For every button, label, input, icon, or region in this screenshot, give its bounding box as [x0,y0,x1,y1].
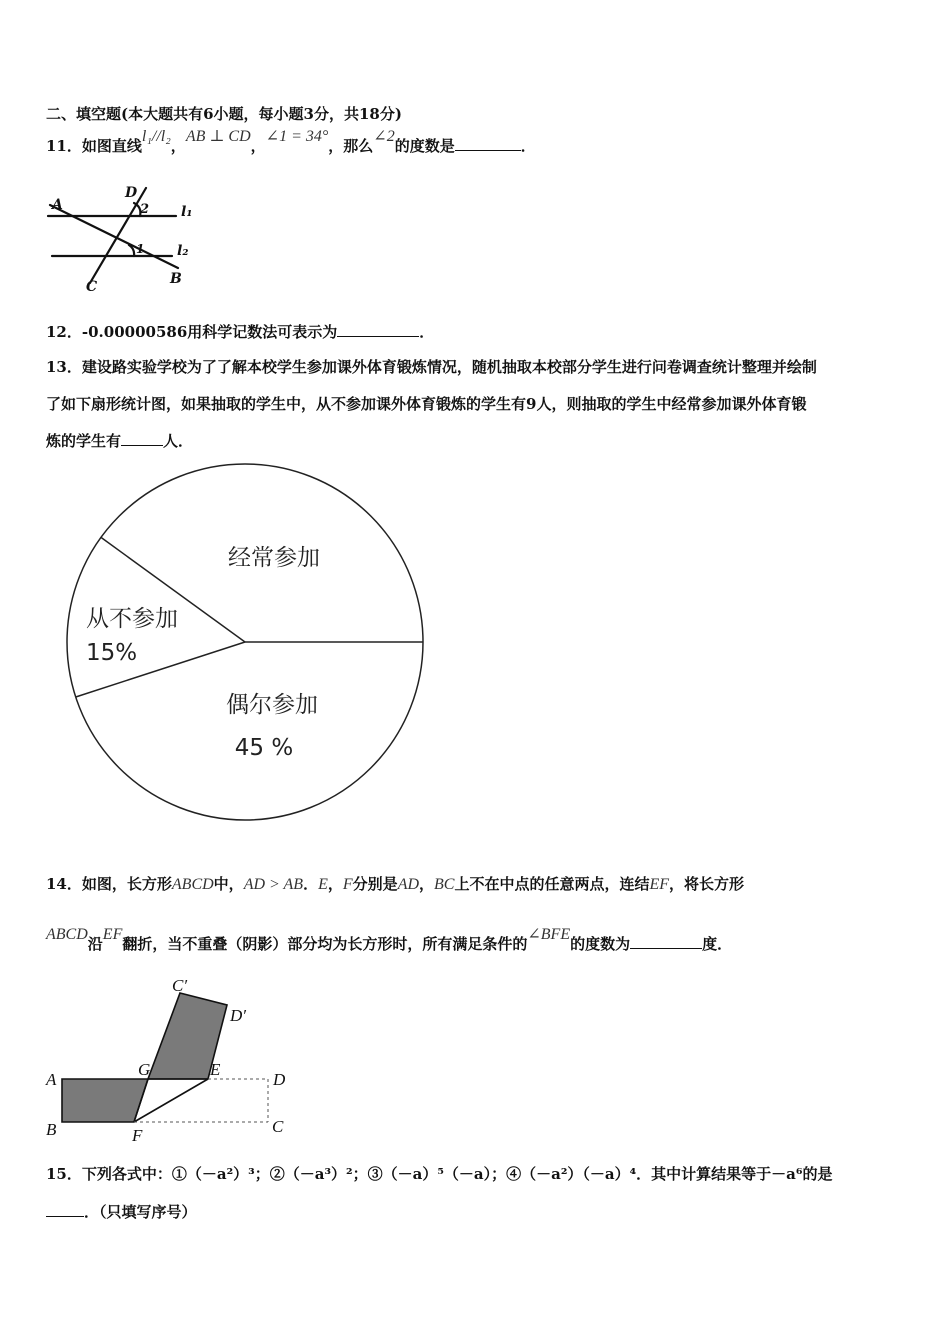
math-ef: EF [102,926,123,943]
question-13-line-3 [46,430,193,451]
question-text: 如图，长方形 [81,875,172,893]
math-perpendicular: AB ⊥ CD [185,128,251,145]
question-text: ． [520,137,536,155]
math-ad: AD [397,876,420,893]
question-text: ． [419,323,435,341]
label-angle-1: 1 [136,242,145,256]
question-text: 的度数为 [570,935,631,953]
question-text: ．（只填写序号） [84,1203,197,1221]
label-D: D [273,1070,286,1089]
math-abcd: ABCD [46,926,88,943]
math-ad-gt-ab: AD > AB [243,876,304,893]
answer-blank[interactable] [337,322,419,337]
question-text: 建设路实验学校为了了解本校学生参加课外体育锻炼情况，随机抽取本校部分学生进行问卷调查统计整理并绘制 [81,358,817,376]
question-text: ， [327,875,343,893]
question-12 [46,321,434,342]
answer-blank[interactable] [455,136,521,151]
question-text: 上不在中点的任意两点，连结 [454,875,650,893]
label-B: B [170,271,182,287]
slice-value-never: 15% [86,640,138,666]
label-C: C [86,279,98,295]
question-text: -0.00000586用科学记数法可表示为 [81,323,338,341]
math-abcd: ABCD [171,876,214,893]
label-F: F [132,1126,143,1145]
question-15-line-1 [46,1163,832,1184]
label-G: G [138,1060,151,1079]
answer-blank[interactable] [46,1202,84,1217]
question-text: ． [303,875,319,893]
label-C: C [272,1117,284,1136]
label-B: B [46,1120,57,1139]
separator: ， [170,137,186,155]
question-text: 炼的学生有 [46,432,122,450]
question-text: 分别是 [352,875,398,893]
slice-label-regular: 经常参加 [228,545,320,571]
question-15-line-2 [46,1201,197,1222]
question-text: ，将长方形 [669,875,745,893]
question-13-line-2: 了如下扇形统计图，如果抽取的学生中，从不参加课外体育锻炼的学生有9人，则抽取的学生中经常参加课外体育锻 [46,395,807,413]
label-A: A [46,1070,57,1089]
question-text: 人． [163,432,194,450]
math-parallel: l₁//l₂ [141,128,171,145]
pie-chart [66,462,426,822]
figure-folded-rectangle [44,975,304,1145]
math-angle2: ∠2 [373,128,395,145]
question-number: 15． [46,1165,82,1183]
question-text: 翻折，当不重叠（阴影）部分均为长方形时，所有满足条件的 [122,935,528,953]
question-14-line-1 [46,873,744,894]
question-number: 14． [46,875,82,893]
math-e: E [318,876,328,893]
question-text: 度． [702,935,733,953]
label-A: A [52,197,63,213]
question-14-line-2 [46,926,733,954]
math-angle-bfe: ∠BFE [527,926,571,943]
label-E: E [210,1060,221,1079]
label-l1: l₁ [181,204,193,220]
question-13-line-1 [46,356,817,377]
shaded-rect-left [62,1079,148,1122]
math-angle1: ∠1 = 34° [265,128,329,145]
label-D: D [125,185,138,201]
label-C-prime: C′ [172,976,188,995]
question-number: 11． [46,137,82,155]
question-text: 中， [213,875,244,893]
slice-label-occasional: 偶尔参加 [226,692,318,718]
math-bc: BC [434,876,455,893]
question-number: 13． [46,358,82,376]
label-D-prime: D′ [230,1006,246,1025]
question-text: 下列各式中：①（－a²）³；②（－a³）²；③（－a）⁵（－a）；④（－a²）（－a）⁴．其中计算结果等于－a⁶的是 [81,1165,833,1183]
math-f: F [342,876,353,893]
section-header: 二、填空题(本大题共有6小题，每小题3分，共18分) [46,105,402,123]
label-angle-2: 2 [140,202,150,217]
math-ef: EF [649,876,670,893]
answer-blank[interactable] [630,934,702,949]
question-11 [46,128,536,156]
question-text: 如图直线 [81,137,142,155]
line-ab [50,205,178,268]
question-text: ， [419,875,435,893]
line-cd [90,188,146,283]
label-l2: l₂ [177,243,189,259]
question-text: 的度数是 [394,137,455,155]
slice-label-never: 从不参加 [86,606,178,632]
question-text: 沿 [87,935,103,953]
question-text: ，那么 [328,137,374,155]
figure-parallel-lines [42,183,222,293]
slice-value-occasional: 45 % [234,735,294,761]
question-number: 12． [46,323,82,341]
separator: ， [250,137,266,155]
answer-blank[interactable] [121,431,163,446]
